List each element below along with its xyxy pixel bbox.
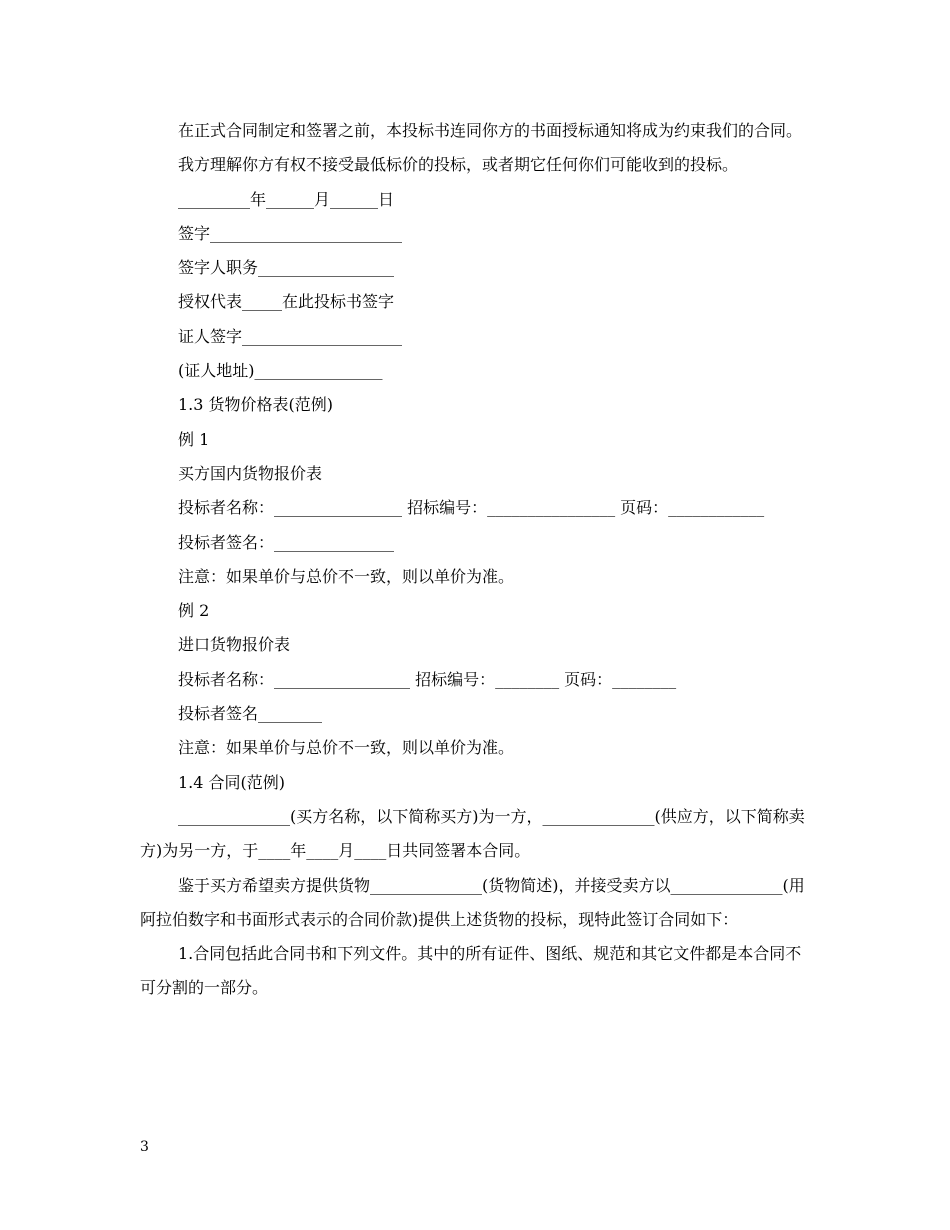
note-line-1: 注意：如果单价与总价不一致，则以单价为准。 (178, 566, 515, 586)
example-1-label: 例 1 (178, 429, 210, 449)
import-price-table-title: 进口货物报价表 (178, 635, 291, 655)
date-line: _________年______月______日 (178, 189, 395, 209)
paragraph-parties: ______________(买方名称，以下简称买方)为一方，______________(供应方，以下简称卖方)为另一方，于____年____月____日共同签署本合同。 (140, 806, 805, 861)
paragraph-clause-1: 1.合同包括此合同书和下列文件。其中的所有证件、图纸、规范和其它文件都是本合同不可分割的一部分。 (140, 944, 802, 998)
note-line-2: 注意：如果单价与总价不一致，则以单价为准。 (178, 738, 515, 758)
section-heading-contract: 1.4 合同(范例) (178, 772, 286, 792)
witness-signature-line: 证人签字____________________ (178, 326, 403, 346)
signer-title-line: 签字人职务_________________ (178, 258, 395, 278)
paragraph-whereas: 鉴于买方希望卖方提供货物______________(货物简述)，并接受卖方以______________(用阿拉伯数字和书面形式表示的合同价款)提供上述货物的投标，现特此签订合同如下： (140, 875, 805, 929)
bidder-info-line-1: 投标者名称：________________ 招标编号：________________ 页码：____________ (178, 498, 765, 518)
page-number: 3 (140, 1139, 149, 1155)
paragraph-lowest-bid: 我方理解你方有权不接受最低标价的投标，或者期它任何你们可能收到的投标。 (178, 155, 739, 175)
domestic-price-table-title: 买方国内货物报价表 (178, 463, 323, 483)
bidder-signature-line-1: 投标者签名：_______________ (178, 532, 395, 552)
bidder-info-line-2: 投标者名称：_________________ 招标编号：________ 页码：________ (178, 669, 677, 689)
bidder-signature-line-2: 投标者签名________ (178, 704, 323, 724)
authorized-rep-line: 授权代表_____在此投标书签字 (178, 292, 395, 312)
paragraph-contract-binding: 在正式合同制定和签署之前，本投标书连同你方的书面授标通知将成为约束我们的合同。 (178, 121, 803, 140)
witness-address-line: (证人地址)________________ (178, 361, 383, 381)
section-heading-price-schedule: 1.3 货物价格表(范例) (178, 395, 334, 415)
document-body (140, 114, 812, 1006)
signature-line: 签字________________________ (178, 223, 403, 243)
example-2-label: 例 2 (178, 601, 210, 621)
